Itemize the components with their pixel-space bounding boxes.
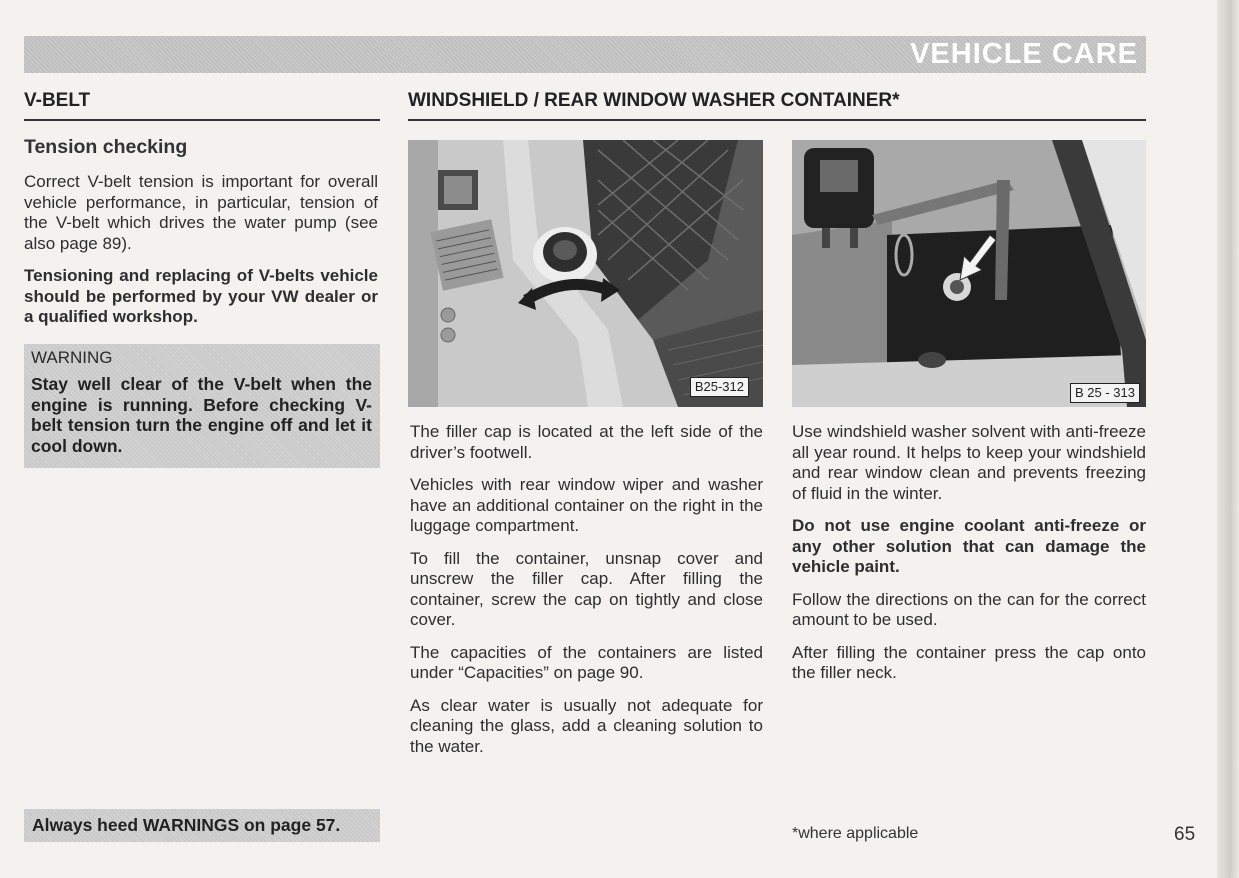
luggage-compartment-photo (792, 140, 1146, 407)
warning-text: Stay well clear of the V-belt when the engine is running. Before checking V-belt tension turn the engine off and let it cool down. (31, 374, 372, 456)
vbelt-title-rule (24, 119, 380, 121)
luggage-photo-label: B 25 - 313 (1070, 383, 1140, 403)
page-number: 65 (1174, 824, 1196, 845)
footwell-photo-image (408, 140, 763, 407)
footwell-photo-label: B25-312 (690, 377, 749, 397)
footwell-photo (408, 140, 763, 407)
washer-text-column-2 (792, 422, 1146, 696)
washer-title-rule (408, 119, 1146, 121)
washer-col2-paragraph-1: Use windshield washer solvent with anti-freeze all year round. It helps to keep your windshield and rear window clean and prevents freezing of fluid in the winter. (792, 422, 1146, 503)
vbelt-text (24, 172, 378, 340)
washer-col1-paragraph-4: The capacities of the containers are listed under “Capacities” on page 90. (410, 642, 763, 682)
vbelt-section-title: V-BELT (24, 90, 91, 111)
warning-box (24, 344, 380, 468)
warning-title: WARNING (31, 348, 113, 367)
washer-col1-paragraph-5: As clear water is usually not adequate for cleaning the glass, add a cleaning solution to the water. (410, 695, 763, 756)
tension-checking-heading: Tension checking (24, 136, 188, 158)
washer-col1-paragraph-2: Vehicles with rear window wiper and washer have an additional container on the right in the luggage compartment. (410, 475, 763, 535)
washer-col2-paragraph-3: Follow the directions on the can for the correct amount to be used. (792, 589, 1146, 629)
washer-col1-paragraph-3: To fill the container, unsnap cover and unscrew the filler cap. After filling the container, screw the cap on tightly and close cover. (410, 548, 763, 629)
luggage-compartment-photo-image (792, 140, 1146, 407)
washer-section-title: WINDSHIELD / REAR WINDOW WASHER CONTAINER* (408, 90, 900, 111)
washer-col1-paragraph-1: The filler cap is located at the left side of the driver’s footwell. (410, 422, 763, 462)
washer-text-column-1 (410, 422, 763, 769)
warnings-footer-note: Always heed WARNINGS on page 57. (24, 809, 380, 842)
vbelt-paragraph-2: Tensioning and replacing of V-belts vehicle should be performed by your VW dealer or a qualified workshop. (24, 266, 378, 326)
vbelt-paragraph-1: Correct V-belt tension is important for overall vehicle performance, in particular, tension of the V-belt which drives the water pump (see also page 89). (24, 172, 378, 253)
washer-col2-paragraph-2: Do not use engine coolant anti-freeze or any other solution that can damage the vehicle paint. (792, 516, 1146, 576)
washer-col2-paragraph-4: After filling the container press the cap onto the filler neck. (792, 642, 1146, 682)
page-edge (1217, 0, 1239, 878)
chapter-title: VEHICLE CARE (910, 38, 1138, 70)
header-band (24, 36, 1146, 73)
footnote: *where applicable (792, 825, 919, 842)
